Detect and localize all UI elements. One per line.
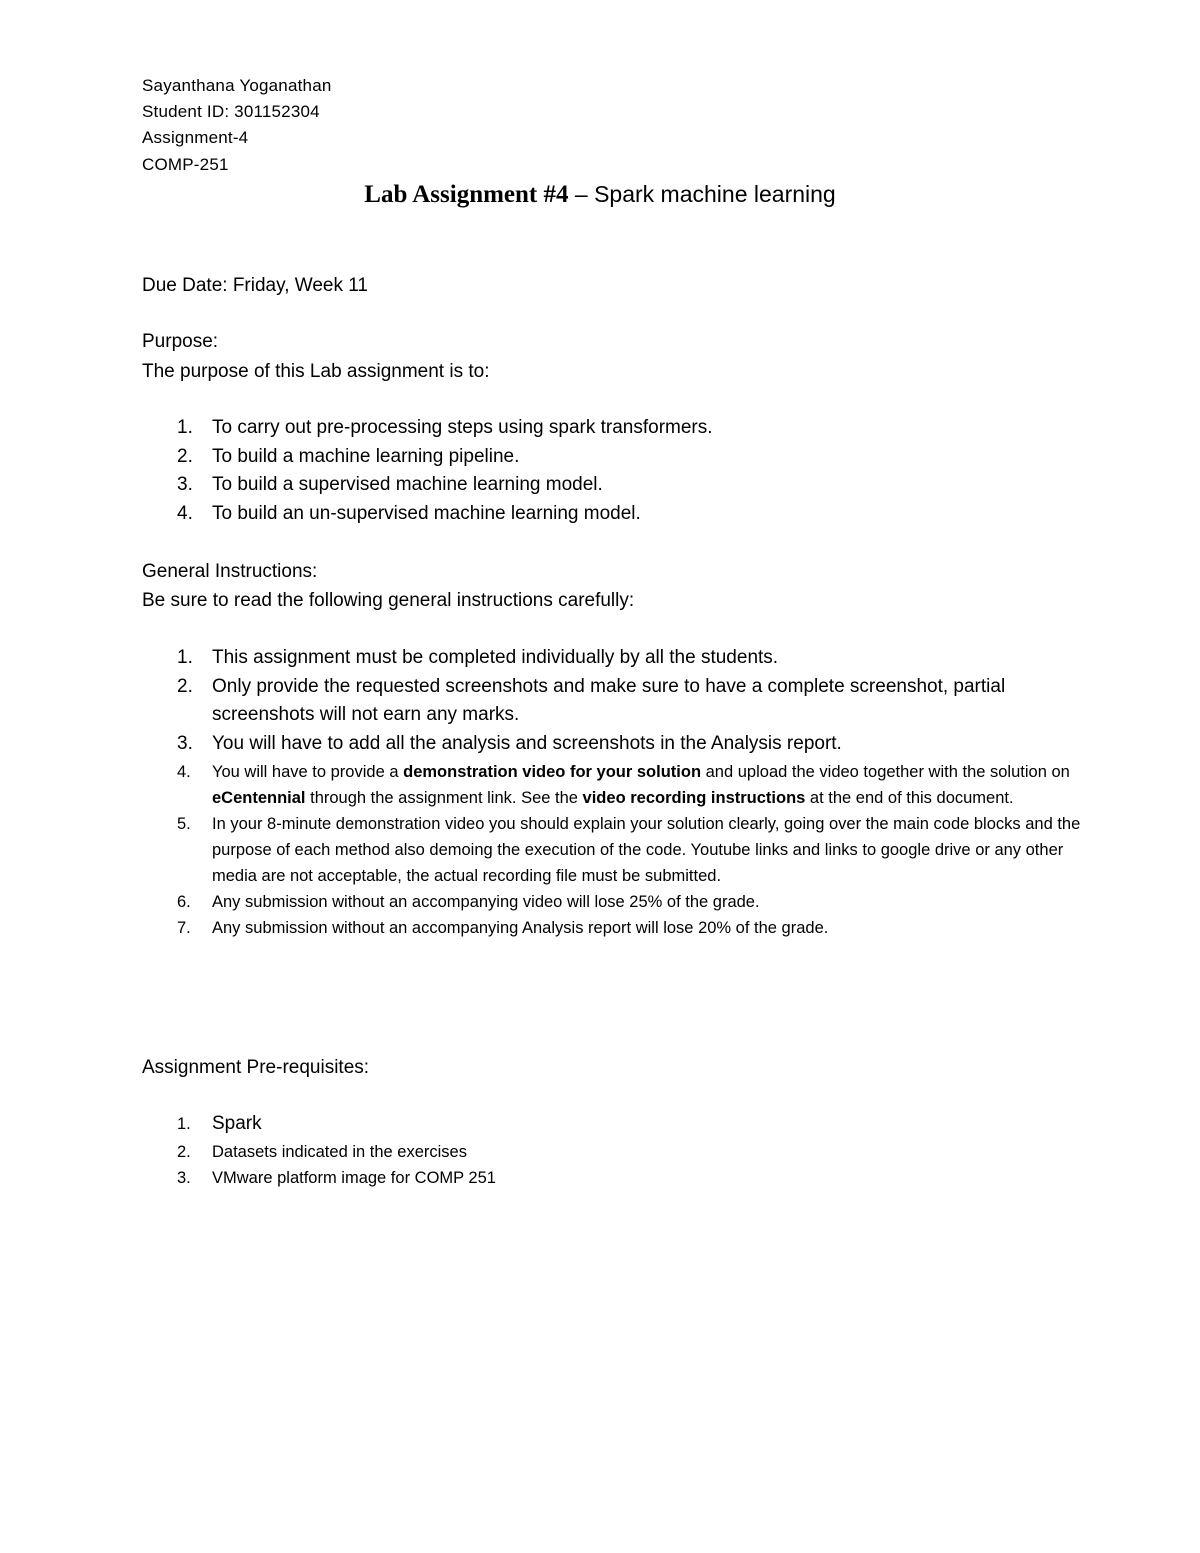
list-number: 1. xyxy=(177,647,193,668)
list-item xyxy=(142,1139,1082,1165)
list-text: Datasets indicated in the exercises xyxy=(212,1142,467,1161)
list-item xyxy=(142,730,1082,759)
list-number: 7. xyxy=(177,919,191,937)
bold-text: demonstration video for your solution xyxy=(403,763,702,781)
list-number: 1. xyxy=(177,417,193,438)
list-item xyxy=(142,471,1082,500)
list-number: 4. xyxy=(177,763,191,781)
prereq-list xyxy=(142,1110,1082,1191)
bold-text: video recording instructions xyxy=(582,789,806,807)
list-text: In your 8-minute demonstration video you should explain your solution clearly, going over the main code blocks and the purpose of each method also demoing the execution of the code. Youtube links and links to google drive or any other media are not acceptable, the actual recording file must be submitted. xyxy=(212,815,1081,885)
list-number: 5. xyxy=(177,815,191,833)
purpose-intro: The purpose of this Lab assignment is to: xyxy=(142,361,490,382)
purpose-heading: Purpose: xyxy=(142,331,219,352)
purpose-list xyxy=(142,414,1082,529)
title-rest: – Spark machine learning xyxy=(568,181,836,207)
list-text: through the assignment link. See the xyxy=(305,789,583,807)
bold-text: eCentennial xyxy=(212,789,306,807)
list-text: at the end of this document. xyxy=(805,789,1014,807)
list-item xyxy=(142,811,1082,889)
title-bold: Lab Assignment #4 xyxy=(364,181,569,208)
list-item xyxy=(142,414,1082,443)
list-number: 3. xyxy=(177,1168,191,1187)
list-text: This assignment must be completed individually by all the students. xyxy=(212,647,779,668)
list-text: VMware platform image for COMP 251 xyxy=(212,1168,496,1187)
general-heading: General Instructions: xyxy=(142,561,318,582)
list-text: To carry out pre-processing steps using spark transformers. xyxy=(212,417,713,438)
list-item xyxy=(142,759,1082,811)
list-item xyxy=(142,644,1082,673)
list-number: 3. xyxy=(177,474,193,496)
list-number: 3. xyxy=(177,733,193,755)
document-title xyxy=(0,178,1200,211)
list-item xyxy=(142,915,1082,941)
list-text: and upload the video together with the solution on xyxy=(701,763,1070,781)
list-text: Any submission without an accompanying video will lose 25% of the grade. xyxy=(212,893,760,911)
list-item xyxy=(142,1110,1082,1139)
list-text: To build a supervised machine learning model. xyxy=(212,474,603,496)
due-date: Due Date: Friday, Week 11 xyxy=(142,275,368,296)
assignment-number: Assignment-4 xyxy=(142,128,249,147)
list-text: You will have to add all the analysis and screenshots in the Analysis report. xyxy=(212,733,842,755)
general-list-b xyxy=(142,759,1082,941)
list-number: 6. xyxy=(177,893,191,911)
list-item xyxy=(142,1165,1082,1191)
student-id: Student ID: 301152304 xyxy=(142,102,320,121)
list-item xyxy=(142,443,1082,472)
list-number: 1. xyxy=(177,1115,191,1133)
list-text: Spark xyxy=(212,1113,262,1134)
course-code: COMP-251 xyxy=(142,155,229,174)
list-item xyxy=(142,889,1082,915)
list-item xyxy=(142,500,1082,529)
general-intro: Be sure to read the following general instructions carefully: xyxy=(142,590,635,611)
list-text: You will have to provide a xyxy=(212,763,404,781)
list-number: 2. xyxy=(177,445,193,467)
list-number: 2. xyxy=(177,1142,191,1161)
list-text: Any submission without an accompanying Analysis report will lose 20% of the grade. xyxy=(212,919,829,937)
general-list-a xyxy=(142,644,1082,759)
list-text: Only provide the requested screenshots and make sure to have a complete screenshot, partial screenshots will not earn any marks. xyxy=(212,675,1006,726)
list-text: To build a machine learning pipeline. xyxy=(212,445,520,467)
list-number: 2. xyxy=(177,675,193,697)
list-item xyxy=(142,673,1082,730)
author-name: Sayanthana Yoganathan xyxy=(142,76,332,95)
list-text: To build an un-supervised machine learning model. xyxy=(212,503,641,525)
prereq-heading: Assignment Pre-requisites: xyxy=(142,1057,370,1078)
list-number: 4. xyxy=(177,503,193,525)
